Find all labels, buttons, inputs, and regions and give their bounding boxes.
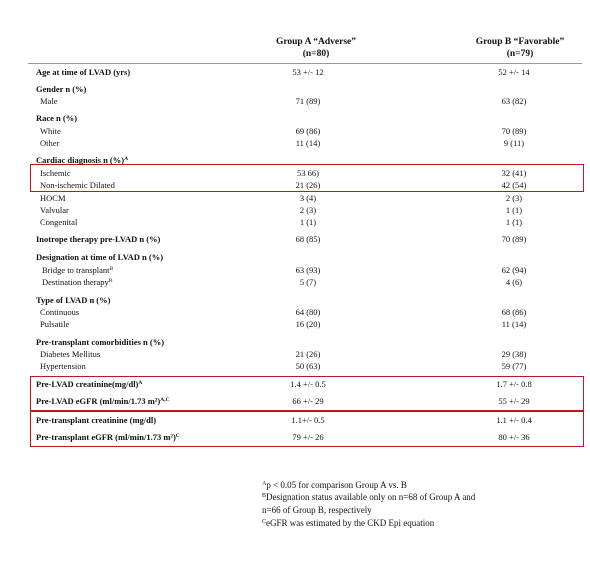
- group-a-value: 5 (7): [299, 277, 317, 287]
- row-label-text: Pre-LVAD creatinine(mg/dl): [36, 379, 139, 389]
- table-row: [0, 113, 590, 124]
- group-a-value: 63 (93): [295, 265, 321, 275]
- group-a-value: 2 (3): [299, 205, 317, 215]
- group-a-value: 50 (63): [295, 361, 321, 371]
- footnote-mark: B: [262, 493, 267, 499]
- footnote-mark: A: [138, 380, 143, 386]
- table-row: [0, 379, 590, 390]
- footnote-text: n=66 of Group B, respectively: [262, 505, 372, 515]
- group-a-value: 3 (4): [299, 193, 317, 203]
- group-b-value: 1.7 +/- 0.8: [496, 379, 532, 389]
- group-b-value: 80 +/- 36: [498, 432, 530, 442]
- row-label: [42, 265, 113, 276]
- row-label: Continuous: [40, 307, 80, 317]
- group-b-title: Group B “Favorable”: [475, 37, 565, 47]
- table-row: [0, 277, 590, 288]
- group-b-value: 4 (6): [505, 277, 523, 287]
- footnote-mark: C: [175, 433, 180, 439]
- group-b-value: 1.1 +/- 0.4: [496, 415, 532, 425]
- row-label: Type of LVAD n (%): [36, 295, 111, 305]
- row-label: Hypertension: [40, 361, 86, 371]
- group-b-value: 29 (38): [501, 349, 527, 359]
- group-a-value: 71 (89): [295, 96, 321, 106]
- row-label: [36, 432, 180, 443]
- group-a-value: 1.4 +/- 0.5: [290, 379, 326, 389]
- group-b-value: 62 (94): [501, 265, 527, 275]
- row-label: Other: [40, 138, 60, 148]
- row-label: [36, 155, 128, 166]
- footnote-mark: A: [262, 481, 267, 487]
- table-row: [0, 180, 590, 191]
- table-row: [0, 126, 590, 137]
- row-label-text: Pre-LVAD eGFR (ml/min/1.73 m²): [36, 396, 161, 406]
- group-a-value: 11 (14): [295, 138, 321, 148]
- group-a-value: 21 (26): [295, 180, 321, 190]
- row-label: Diabetes Mellitus: [40, 349, 101, 359]
- group-a-value: 53 66): [297, 168, 319, 178]
- group-b-value: 32 (41): [501, 168, 527, 178]
- table-row: [0, 396, 590, 407]
- group-a-title: Group A “Adverse”: [275, 37, 357, 47]
- table-row: [0, 349, 590, 360]
- group-b-value: 11 (14): [501, 319, 527, 329]
- footnote-mark: B: [108, 278, 113, 284]
- table-row: [0, 205, 590, 216]
- group-b-value: 63 (82): [501, 96, 527, 106]
- table-row: [0, 415, 590, 426]
- group-a-value: 16 (20): [295, 319, 321, 329]
- group-b-value: 2 (3): [505, 193, 523, 203]
- group-b-value: 1 (1): [505, 205, 523, 215]
- footnote-mark: A,C: [160, 397, 170, 403]
- row-label: Non-ischemic Dilated: [40, 180, 115, 190]
- table-row: [0, 234, 590, 245]
- group-a-value: 1.1+/- 0.5: [291, 415, 325, 425]
- group-b-header: [460, 36, 580, 60]
- table-row: [0, 138, 590, 149]
- row-label: Pre-transplant comorbidities n (%): [36, 337, 165, 347]
- row-label-text: Bridge to transplant: [42, 265, 110, 275]
- row-label: HOCM: [40, 193, 66, 203]
- table-row: [0, 265, 590, 276]
- group-a-value: 66 +/- 29: [292, 396, 324, 406]
- table-row: [0, 361, 590, 372]
- row-label: [36, 396, 170, 407]
- table-row: [0, 67, 590, 78]
- group-b-n: (n=79): [506, 49, 534, 59]
- footnote-b-continued: [262, 504, 582, 516]
- group-b-value: 9 (11): [503, 138, 525, 148]
- group-b-value: 55 +/- 29: [498, 396, 530, 406]
- group-b-value: 52 +/- 14: [498, 67, 530, 77]
- footnote-text: p < 0.05 for comparison Group A vs. B: [266, 480, 407, 490]
- table-row: [0, 295, 590, 306]
- row-label: Ischemic: [40, 168, 71, 178]
- table-row: [0, 155, 590, 166]
- footnote-b: [262, 491, 582, 503]
- row-label: [42, 277, 112, 288]
- row-label: Valvular: [40, 205, 69, 215]
- row-label: Inotrope therapy pre-LVAD n (%): [36, 234, 161, 244]
- row-label-text: Destination therapy: [42, 277, 109, 287]
- row-label: White: [40, 126, 61, 136]
- table-row: [0, 307, 590, 318]
- row-label: Designation at time of LVAD n (%): [36, 252, 164, 262]
- row-label: Pre-transplant creatinine (mg/dl): [36, 415, 157, 425]
- group-a-header: [246, 36, 386, 60]
- table-row: [0, 96, 590, 107]
- footnote-c: [262, 517, 582, 529]
- table-row: [0, 432, 590, 443]
- row-label: Age at time of LVAD (yrs): [36, 67, 131, 77]
- footnote-text: eGFR was estimated by the CKD Epi equation: [266, 518, 435, 528]
- group-b-value: 42 (54): [501, 180, 527, 190]
- group-a-n: (n=80): [302, 49, 330, 59]
- group-b-value: 68 (86): [501, 307, 527, 317]
- table-row: [0, 193, 590, 204]
- footnote-mark: A: [124, 156, 129, 162]
- header-rule: [28, 63, 582, 64]
- group-a-value: 68 (85): [295, 234, 321, 244]
- group-a-value: 79 +/- 26: [292, 432, 324, 442]
- footnote-mark: B: [109, 266, 114, 272]
- table-row: [0, 337, 590, 348]
- group-b-value: 70 (89): [501, 234, 527, 244]
- row-label: Congenital: [40, 217, 78, 227]
- table-row: [0, 168, 590, 179]
- row-label: Race n (%): [36, 113, 78, 123]
- table-row: [0, 252, 590, 263]
- footnote-mark: C: [262, 519, 267, 525]
- group-a-value: 53 +/- 12: [292, 67, 324, 77]
- row-label: Pulsatile: [40, 319, 70, 329]
- group-b-value: 1 (1): [505, 217, 523, 227]
- row-label: Gender n (%): [36, 84, 87, 94]
- footnote-text: Designation status available only on n=68 of Group A and: [266, 492, 476, 502]
- row-label: Male: [40, 96, 58, 106]
- row-label-text: Pre-transplant eGFR (ml/min/1.73 m²): [36, 432, 176, 442]
- group-a-value: 21 (26): [295, 349, 321, 359]
- group-a-value: 64 (80): [295, 307, 321, 317]
- table-row: [0, 217, 590, 228]
- table-row: [0, 319, 590, 330]
- group-a-value: 1 (1): [299, 217, 317, 227]
- table-row: [0, 84, 590, 95]
- group-b-value: 70 (89): [501, 126, 527, 136]
- row-label-text: Cardiac diagnosis n (%): [36, 155, 125, 165]
- group-a-value: 69 (86): [295, 126, 321, 136]
- footnote-a: [262, 479, 582, 491]
- group-b-value: 59 (77): [501, 361, 527, 371]
- row-label: [36, 379, 142, 390]
